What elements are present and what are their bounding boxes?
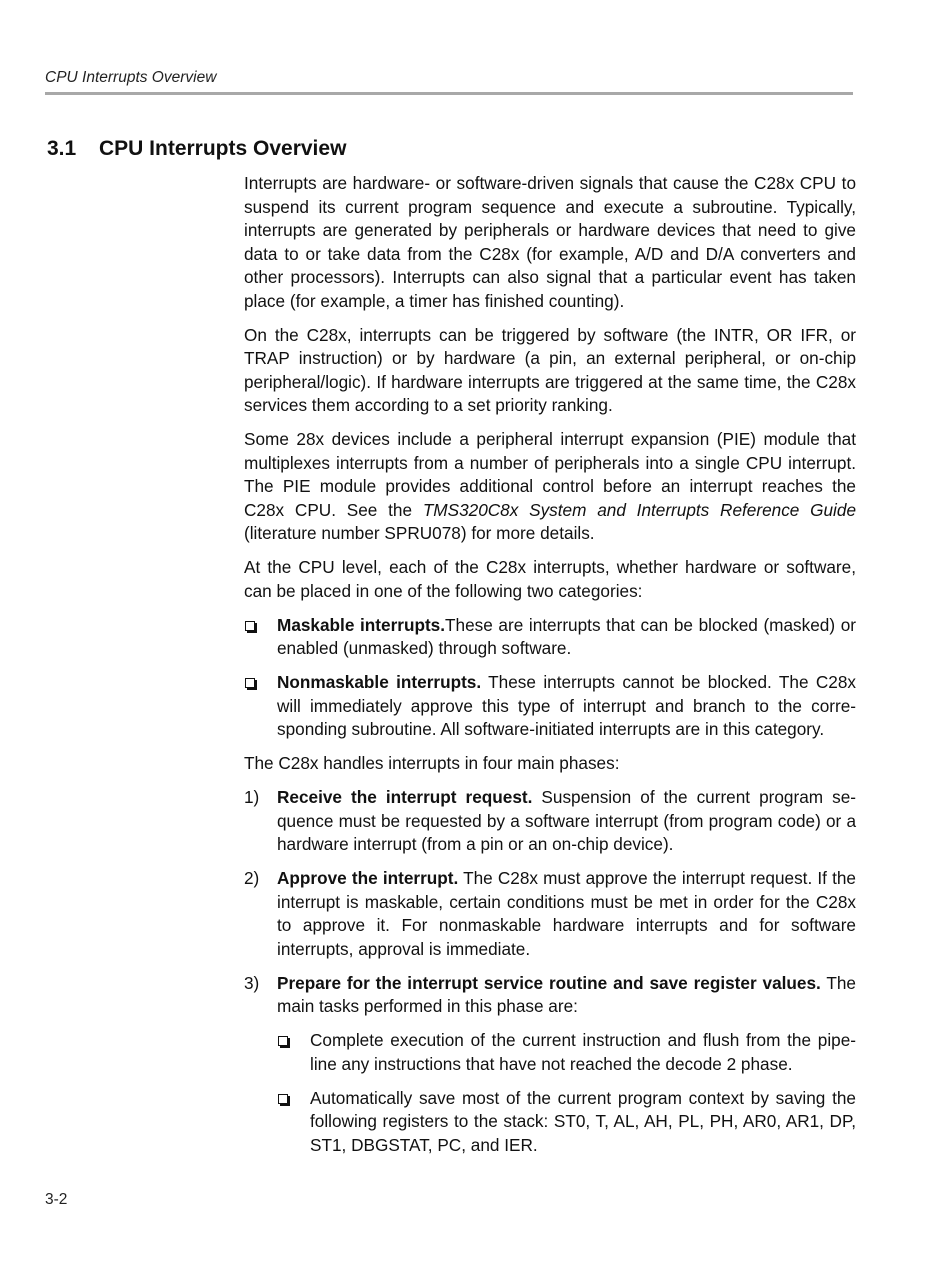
paragraph-triggers: On the C28x, interrupts can be triggered by software (the INTR, OR IFR, or TRAP instruction) or by hardware (a pin, an external peripheral, or on-chip peripheral/logic). If hardware interrupts are triggered at the same time, the C28x services them according to a set priority ranking. [244,324,856,415]
checkbox-bullet-icon [278,1036,288,1046]
term-maskable: Maskable interrupts. [277,614,446,635]
subtask-text: Automatically save most of the current program context by saving the following registers to the stack: ST0, T, AL, AH, PL, PH, AR0, AR1, DP, ST1, DBGSTAT, PC, and IER. [310,1087,856,1155]
paragraph-phases-intro: The C28x handles interrupts in four main phases: [244,753,620,773]
reference-guide-title: TMS320C8x System and Interrupts Reference Guide [422,499,856,520]
header-rule [45,92,853,95]
phase-term-3: Prepare for the interrupt service routine and save register values. [277,972,821,993]
section-number: 3.1 [47,137,77,160]
phase-number-1: 1) [244,787,260,807]
checkbox-bullet-icon [278,1094,288,1104]
subtask-item [277,1087,856,1158]
phase-term-2: Approve the interrupt. [277,868,459,888]
phase-text-1: Suspension of the current program se-quence must be requested by a software interrupt (from program code) or a hardware interrupt (from a pin or an on-chip device). [277,787,857,854]
phase-item-2 [244,867,856,961]
paragraph-pie-text-1: Some 28x devices include a peripheral interrupt expansion (PIE) module that multiplexes interrupts from a number of peripherals into a single CPU interrupt. The PIE module provides additional control before an interrupt reaches the C28x CPU. See the [244,429,856,520]
paragraph-categories-intro: At the CPU level, each of the C28x interrupts, whether hardware or software, can be placed in one of the following two categories: [244,557,856,601]
checkbox-bullet-icon [245,678,255,688]
subtask-item [277,1029,856,1076]
running-header: CPU Interrupts Overview [45,69,217,86]
phase-3-subtasks [277,1029,856,1157]
section-body [244,172,856,1168]
section-heading [47,137,346,161]
paragraph-intro: Interrupts are hardware- or software-driven signals that cause the C28x CPU to suspend its current program sequence and execute a subroutine. Typically, interrupts are generated by peripherals or hardware devices that need to give data to or take data from the C28x (for example, A/D and D/A converters and other processors). Interrupts can also signal that a particular event has taken place (for example, a timer has finished counting). [244,173,856,311]
checkbox-bullet-icon [245,621,255,631]
paragraph-pie-text-2: (literature number SPRU078) for more details. [244,523,595,543]
phase-number-2: 2) [244,868,260,888]
list-item-maskable [244,614,856,661]
phase-text-2: The C28x must approve the interrupt request. If the interrupt is maskable, certain conditions must be met in order for the C28x to approve it. For nonmaskable hardware interrupts and for software interrupts, approval is immediate. [277,868,856,959]
phase-number-3: 3) [244,972,260,993]
text-maskable: These are interrupts that can be blocked (masked) or enabled (unmasked) through software. [277,614,856,658]
subtask-text: Complete execution of the current instruction and flush from the pipe-line any instructions that have not reached the decode 2 phase. [310,1030,856,1074]
paragraph-pie [244,428,856,546]
page-number: 3-2 [45,1191,68,1208]
section-title: CPU Interrupts Overview [99,137,347,160]
phase-item-3 [244,972,856,1158]
text-nonmaskable: These interrupts cannot be blocked. The C28x will immediately approve this type of interrupt and branch to the corre-sponding subroutine. All software-initiated interrupts are in this category. [277,672,856,739]
phase-term-1: Receive the interrupt request. [277,787,533,807]
phase-text-3: The main tasks performed in this phase are: [277,972,856,1016]
phase-item-1 [244,786,856,857]
term-nonmaskable: Nonmaskable interrupts. [277,672,482,692]
list-item-nonmaskable [244,671,856,742]
